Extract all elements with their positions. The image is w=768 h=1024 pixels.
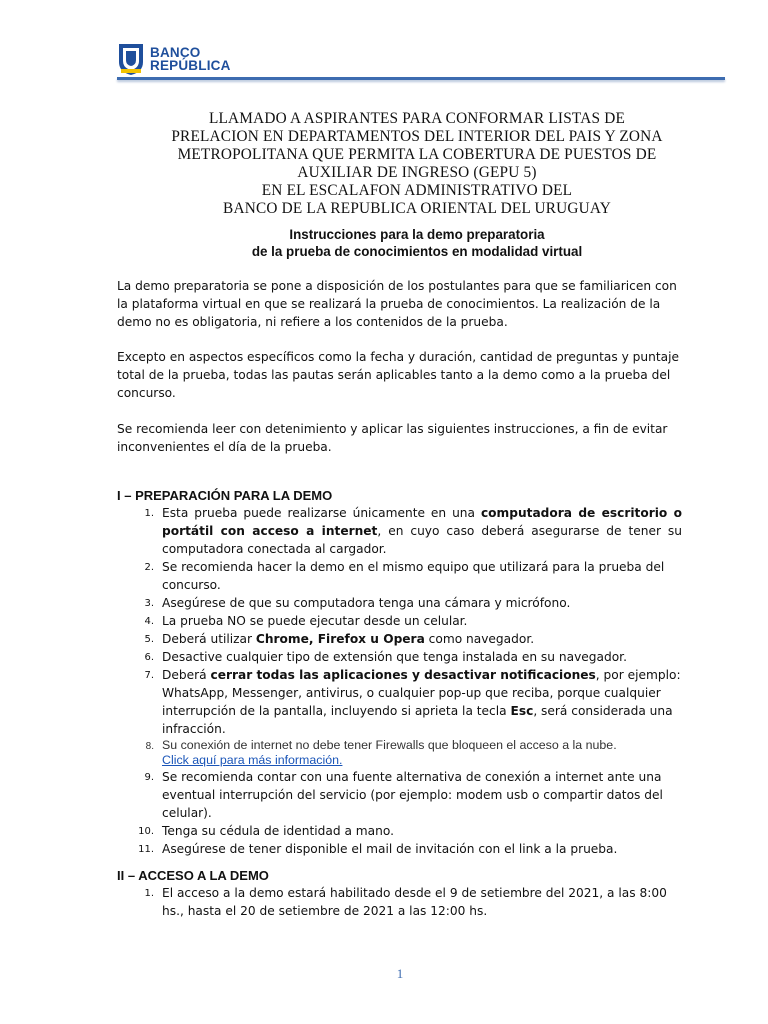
item-number: 8. [145,741,154,752]
list-item: 8. Su conexión de internet no debe tener Firewalls que bloqueen el acceso a la nube. Click aquí para más información. [117,738,682,768]
title-line: LLAMADO A ASPIRANTES PARA CONFORMAR LISTAS DE [208,110,626,127]
title-line: EN EL ESCALAFON ADMINISTRATIVO DEL [261,182,573,199]
title-line: AUXILIAR DE INGRESO (GEPU 5) [297,164,537,181]
list-item: 11. Asegúrese de tener disponible el mail de invitación con el link a la prueba. [117,840,682,858]
item-number: 1. [144,888,154,899]
list-item: 6. Desactive cualquier tipo de extensión que tenga instalada en su navegador. [117,648,682,666]
item-number: 5. [144,634,154,645]
logo-wordmark [150,46,231,72]
item-number: 6. [144,652,154,663]
item-number: 9. [144,772,154,783]
banco-republica-logo [117,42,231,76]
list-item: 5. Deberá utilizar Chrome, Firefox u Opera como navegador. [117,630,682,648]
list-item: 2. Se recomienda hacer la demo en el mismo equipo que utilizará para la prueba del concurso. [117,558,682,594]
title-line: PRELACION EN DEPARTAMENTOS DEL INTERIOR DEL PAIS Y ZONA [171,128,663,145]
item-number: 3. [144,598,154,609]
exceptions-paragraph: Excepto en aspectos específicos como la fecha y duración, cantidad de preguntas y puntaje total de la prueba, todas las pautas serán aplicables tanto a la demo como a la prueba del concurso. [117,350,679,400]
access-list [117,884,682,920]
bank-shield-icon [117,42,145,76]
document-subtitle [117,226,717,260]
logo-line-2: REPÚBLICA [150,58,231,73]
item-number: 7. [144,670,154,681]
logo-line-1: BANCO [150,45,201,60]
item-number: 2. [144,562,154,573]
list-item: 4. La prueba NO se puede ejecutar desde un celular. [117,612,682,630]
document-title [117,110,717,218]
list-item: 9. Se recomienda contar con una fuente alternativa de conexión a internet ante una eventual interrupción del servicio (por ejemplo: modem usb o compartir datos del celular). [117,768,682,822]
section-heading-acceso: II – ACCESO A LA DEMO [117,868,269,883]
intro-paragraph: La demo preparatoria se pone a disposición de los postulantes para que se familiaricen con la plataforma virtual en que se realizará la prueba de conocimientos. La realización de la demo no es obligatoria, ni refiere a los contenidos de la prueba. [117,279,677,329]
item-number: 10. [138,826,154,837]
more-info-link[interactable]: Click aquí para más información. [162,753,343,767]
subtitle-line: de la prueba de conocimientos en modalidad virtual [251,244,583,259]
section-heading-preparacion: I – PREPARACIÓN PARA LA DEMO [117,488,333,503]
list-item: 1. Esta prueba puede realizarse únicamente en una computadora de escritorio o portátil con acceso a internet, en cuyo caso deberá asegurarse de tener su computadora conectada al cargador. [117,504,682,558]
list-item: 1. El acceso a la demo estará habilitado desde el 9 de setiembre del 2021, a las 8:00 hs., hasta el 20 de setiembre de 2021 a las 12:00 hs. [117,884,682,920]
title-line: METROPOLITANA QUE PERMITA LA COBERTURA DE PUESTOS DE [177,146,657,163]
header-divider [117,77,725,80]
title-line: BANCO DE LA REPUBLICA ORIENTAL DEL URUGUAY [223,200,611,217]
preparation-list [117,504,682,858]
list-item: 10. Tenga su cédula de identidad a mano. [117,822,682,840]
subtitle-line: Instrucciones para la demo preparatoria [289,227,545,242]
page-number: 1 [396,966,404,981]
list-item: 3. Asegúrese de que su computadora tenga una cámara y micrófono. [117,594,682,612]
recommendation-paragraph: Se recomienda leer con detenimiento y aplicar las siguientes instrucciones, a fin de evitar inconvenientes el día de la prueba. [117,422,668,454]
item-number: 11. [138,844,154,855]
list-item: 7. Deberá cerrar todas las aplicaciones y desactivar notificaciones, por ejemplo: WhatsApp, Messenger, antivirus, o cualquier pop-up que reciba, porque cualquier interrupción de la pantalla, incluyendo si aprieta la tecla Esc, será considerada una infracción. [117,666,682,738]
item-number: 4. [144,616,154,627]
item-number: 1. [144,508,154,519]
